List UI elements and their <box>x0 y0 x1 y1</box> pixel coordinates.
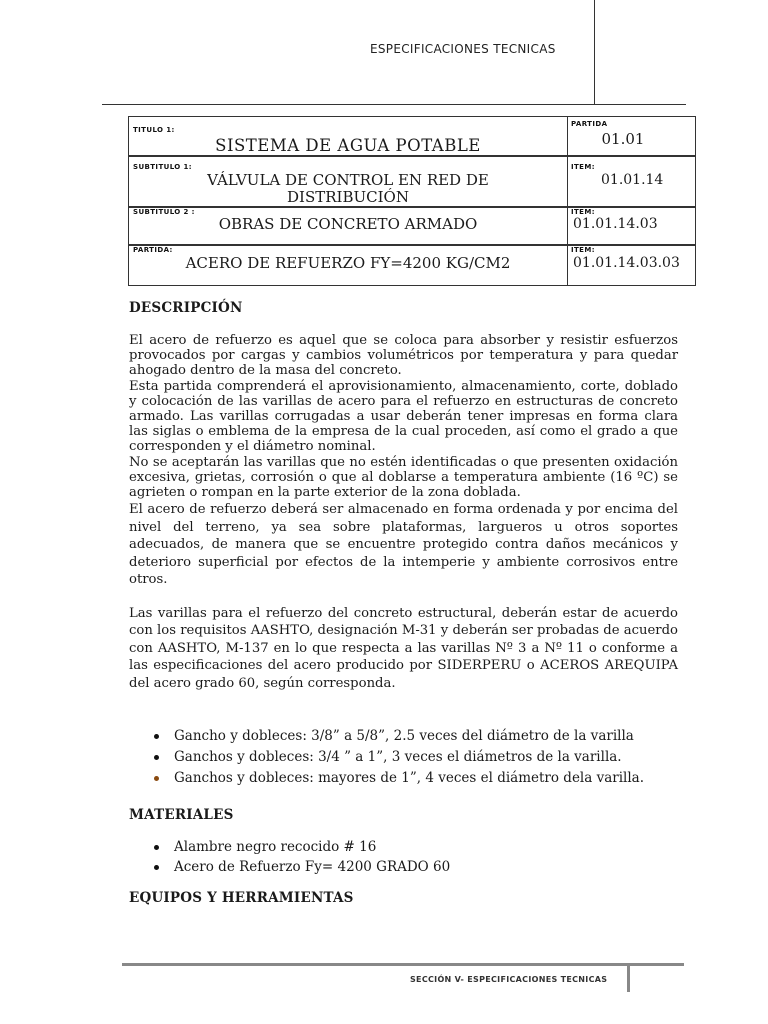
table-row-divider <box>129 244 695 246</box>
bullet-icon <box>154 776 159 781</box>
materiales-bullet-list <box>150 837 690 877</box>
paragraph: Esta partida comprenderá el aprovisionamiento, almacenamiento, corte, doblado y colocación de las varillas de acero para el refuerzo en estructuras de concreto armado. Las varillas corrugadas a usar deberán tener impresas en forma clara las siglas o emblema de la empresa de la cual proceden, así como el grado a que corresponden y el diámetro nominal. <box>129 378 678 455</box>
item-label: ITEM: <box>571 208 595 216</box>
descripcion-bullet-list <box>150 726 690 789</box>
partida-row-value: ACERO DE REFUERZO FY=4200 KG/CM2 <box>185 254 511 272</box>
list-item: Acero de Refuerzo Fy= 4200 GRADO 60 <box>150 857 690 877</box>
paragraph: No se aceptarán las varillas que no estén identificadas o que presenten oxidación excesiva, grietas, corrosión o que al doblarse a temperatura ambiente (16 ºC) se agrieten o rompan en la parte exterior de la zona doblada. <box>129 454 678 501</box>
list-item: Ganchos y dobleces: 3/4 ” a 1”, 3 veces el diámetros de la varilla. <box>150 747 690 768</box>
titulo-label: TITULO 1: <box>133 126 175 134</box>
info-table <box>128 116 696 286</box>
header-vertical-rule <box>594 0 595 104</box>
subtitulo1-value-line1: VÁLVULA DE CONTROL EN RED DE <box>207 171 489 189</box>
descripcion-body <box>129 333 678 692</box>
header-horizontal-rule <box>102 104 686 105</box>
item-value: 01.01.14 <box>601 172 664 188</box>
equipos-heading: EQUIPOS Y HERRAMIENTAS <box>129 890 354 906</box>
item-label: ITEM: <box>571 246 595 254</box>
subtitulo2-label: SUBTITULO 2 : <box>133 208 195 216</box>
header-title: ESPECIFICACIONES TECNICAS <box>370 42 556 56</box>
titulo-value: SISTEMA DE AGUA POTABLE <box>215 136 481 155</box>
list-item: Ganchos y dobleces: mayores de 1”, 4 veces el diámetro dela varilla. <box>150 768 690 789</box>
table-row-divider <box>129 206 695 208</box>
subtitulo2-value: OBRAS DE CONCRETO ARMADO <box>218 215 478 233</box>
subtitulo1-value-line2: DISTRIBUCIÓN <box>287 188 409 206</box>
bullet-icon <box>154 865 159 870</box>
footer-rule <box>122 963 684 966</box>
list-item: Gancho y dobleces: 3/8” a 5/8”, 2.5 veces del diámetro de la varilla <box>150 726 690 747</box>
partida-row-label: PARTIDA: <box>133 246 173 254</box>
partida-label: PARTIDA <box>571 120 608 128</box>
paragraph: El acero de refuerzo deberá ser almacenado en forma ordenada y por encima del nivel del terreno, ya sea sobre plataformas, largueros u otros soportes adecuados, de manera que se encuentre protegido contra daños mecánicos y deterioro superficial por efectos de la intemperie y ambiente corrosivos entre otros. <box>129 502 678 588</box>
bullet-icon <box>154 845 159 850</box>
bullet-icon <box>154 734 159 739</box>
partida-value: 01.01 <box>601 130 645 148</box>
item-value: 01.01.14.03.03 <box>573 255 680 271</box>
item-label: ITEM: <box>571 163 595 171</box>
footer-vertical-rule <box>627 966 630 992</box>
list-item: Alambre negro recocido # 16 <box>150 837 690 857</box>
table-row-divider <box>129 155 695 157</box>
descripcion-heading: DESCRIPCIÓN <box>129 300 243 316</box>
materiales-heading: MATERIALES <box>129 807 234 823</box>
bullet-icon <box>154 755 159 760</box>
item-value: 01.01.14.03 <box>573 216 658 232</box>
footer-text: SECCIÓN V- ESPECIFICACIONES TECNICAS <box>410 975 608 984</box>
paragraph: Las varillas para el refuerzo del concreto estructural, deberán estar de acuerdo con los requisitos AASHTO, designación M-31 y deberán ser probadas de acuerdo con AASHTO, M-137 en lo que respecta a las varillas Nº 3 a Nº 11 o conforme a las especificaciones del acero producido por SIDERPERU o ACEROS AREQUIPA del acero grado 60, según corresponda. <box>129 605 678 691</box>
subtitulo1-label: SUBTITULO 1: <box>133 163 192 171</box>
paragraph: El acero de refuerzo es aquel que se coloca para absorber y resistir esfuerzos provocados por cargas y cambios volumétricos por temperatura y para quedar ahogado dentro de la masa del concreto. <box>129 333 678 379</box>
